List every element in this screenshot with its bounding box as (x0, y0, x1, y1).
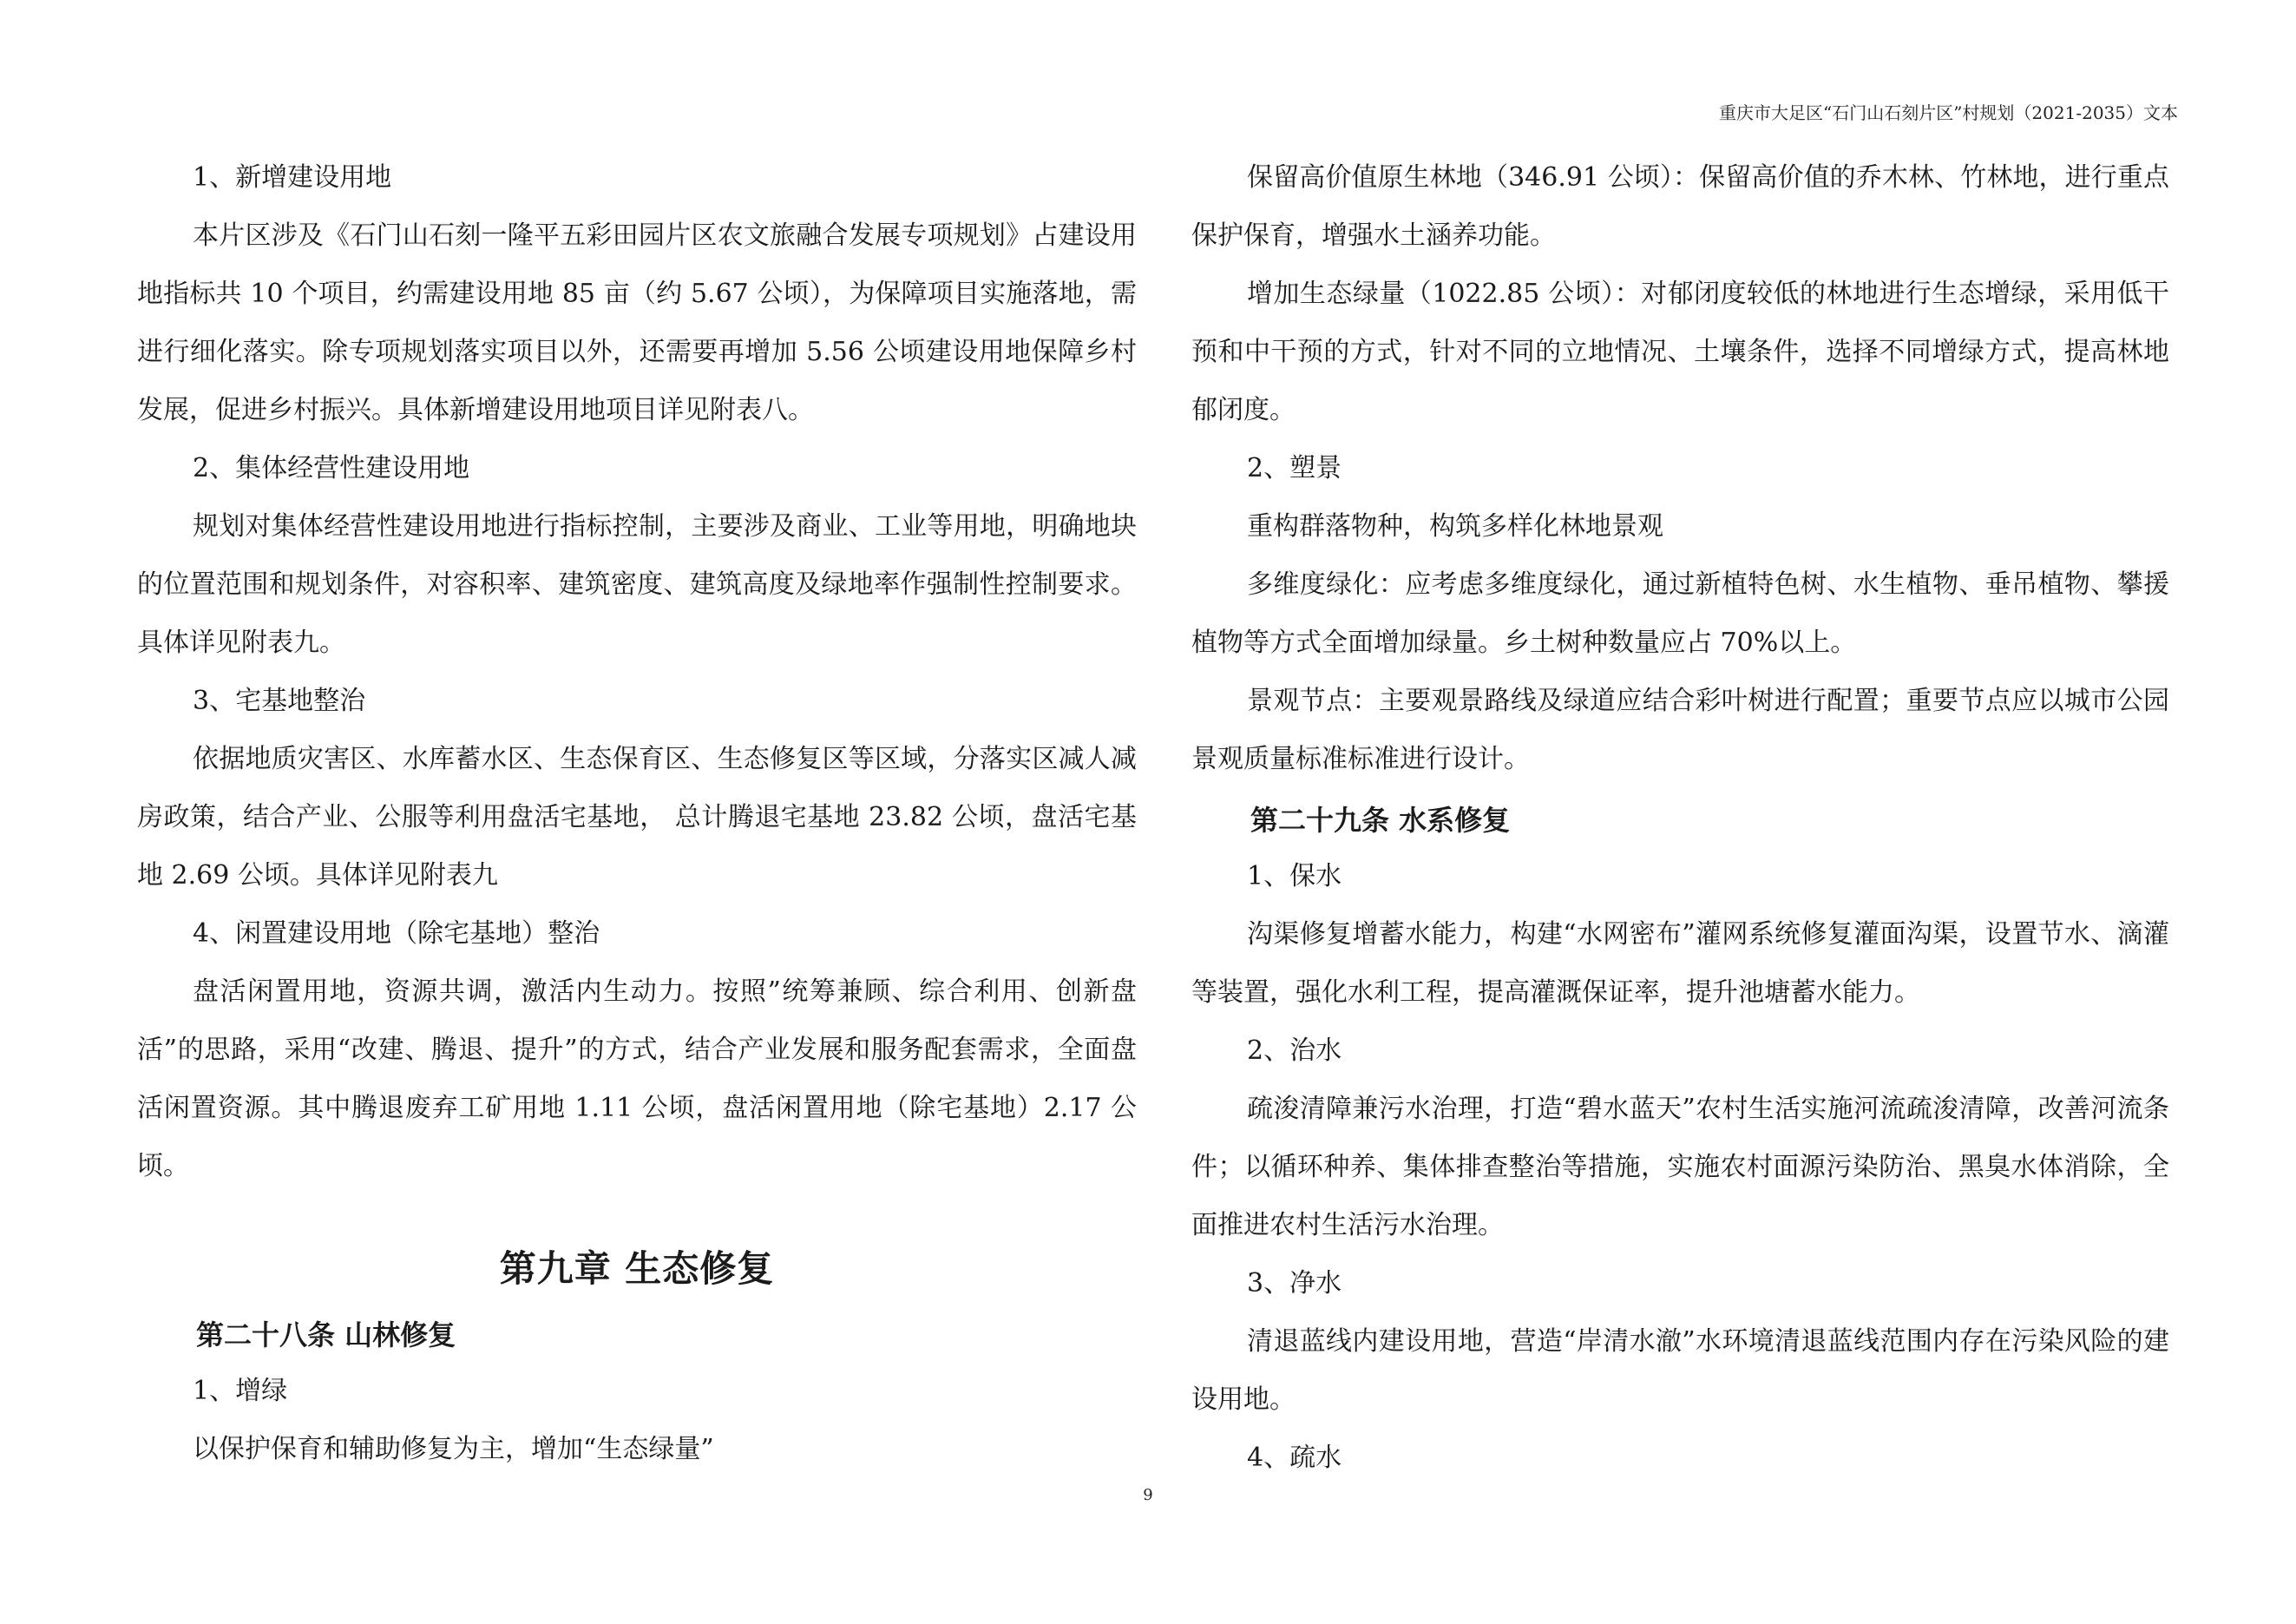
subheading-greening: 1、增绿 (193, 1376, 288, 1406)
paragraph: 疏浚清障兼污水治理，打造“碧水蓝天”农村生活实施河流疏浚清障，改善河流条件；以循环种养、集体排查整治等措施，实施农村面源污染防治、黑臭水体消除，全面推进农村生活污水治理。 (1191, 1094, 2169, 1240)
paragraph: 盘活闲置用地，资源共调，激活内生动力。按照”统筹兼顾、综合利用、创新盘活”的思路，采用“改建、腾退、提升”的方式，结合产业发展和服务配套需求，全面盘活闲置资源。其中腾退废弃工矿用地 1.11 公顷，盘活闲置用地（除宅基地）2.17 公顷。 (137, 976, 1137, 1181)
running-header: 重庆市大足区“石门山石刻片区”村规划（2021-2035）文本 (1718, 102, 2178, 123)
subheading-new-construction-land: 1、新增建设用地 (193, 162, 392, 193)
paragraph: 以保护保育和辅助修复为主，增加“生态绿量” (193, 1434, 714, 1464)
paragraph: 保留高价值原生林地（346.91 公顷）：保留高价值的乔木林、竹林地，进行重点保护保育，增强水土涵养功能。 (1191, 162, 2169, 251)
chapter-title: 第九章 生态修复 (499, 1247, 775, 1290)
paragraph: 增加生态绿量（1022.85 公顷）：对郁闭度较低的林地进行生态增绿，采用低干预和中干预的方式，针对不同的立地情况、土壤条件，选择不同增绿方式，提高林地郁闭度。 (1191, 279, 2169, 425)
left-column (137, 148, 1137, 1478)
subheading-landscaping: 2、塑景 (1247, 453, 1342, 483)
paragraph: 规划对集体经营性建设用地进行指标控制，主要涉及商业、工业等用地，明确地块的位置范围和规划条件，对容积率、建筑密度、建筑高度及绿地率作强制性控制要求。具体详见附表九。 (137, 511, 1137, 658)
paragraph: 沟渠修复增蓄水能力，构建“水网密布”灌网系统修复灌面沟渠，设置节水、滴灌等装置，强化水利工程，提高灌溉保证率，提升池塘蓄水能力。 (1191, 919, 2169, 1008)
subheading-collective-commercial-land: 2、集体经营性建设用地 (193, 453, 470, 483)
subheading-water-purification: 3、净水 (1247, 1268, 1342, 1299)
subheading-idle-land-renovation: 4、闲置建设用地（除宅基地）整治 (193, 918, 600, 949)
paragraph: 依据地质灾害区、水库蓄水区、生态保育区、生态修复区等区域，分落实区减人减房政策，结合产业、公服等利用盘活宅基地， 总计腾退宅基地 23.82 公顷，盘活宅基地 2.69 公顷。具体详见附表九 (137, 744, 1137, 891)
article-heading-29: 第二十九条 水系修复 (1250, 804, 1511, 837)
paragraph: 景观节点：主要观景路线及绿道应结合彩叶树进行配置；重要节点应以城市公园景观质量标准标准进行设计。 (1191, 686, 2169, 774)
article-heading-28: 第二十八条 山林修复 (196, 1318, 456, 1351)
right-column (1191, 148, 2169, 1487)
page-number: 9 (1143, 1486, 1153, 1504)
subheading-homestead-renovation: 3、宅基地整治 (193, 686, 366, 716)
subheading-water-retention: 1、保水 (1247, 861, 1342, 891)
subheading-water-treatment: 2、治水 (1247, 1036, 1342, 1066)
paragraph: 清退蓝线内建设用地，营造“岸清水澈”水环境清退蓝线范围内存在污染风险的建设用地。 (1191, 1326, 2169, 1415)
paragraph: 多维度绿化：应考虑多维度绿化，通过新植特色树、水生植物、垂吊植物、攀援植物等方式全面增加绿量。乡土树种数量应占 70%以上。 (1191, 569, 2169, 658)
subheading-water-drainage: 4、疏水 (1247, 1443, 1342, 1473)
paragraph: 重构群落物种，构筑多样化林地景观 (1247, 511, 1663, 542)
paragraph: 本片区涉及《石门山石刻一隆平五彩田园片区农文旅融合发展专项规划》占建设用地指标共 10 个项目，约需建设用地 85 亩（约 5.67 公顷），为保障项目实施落地，需进行细化落实。除专项规划落实项目以外，还需要再增加 5.56 公顷建设用地保障乡村发展，促进乡村振兴。具体新增建设用地项目详见附表八。 (137, 220, 1137, 425)
